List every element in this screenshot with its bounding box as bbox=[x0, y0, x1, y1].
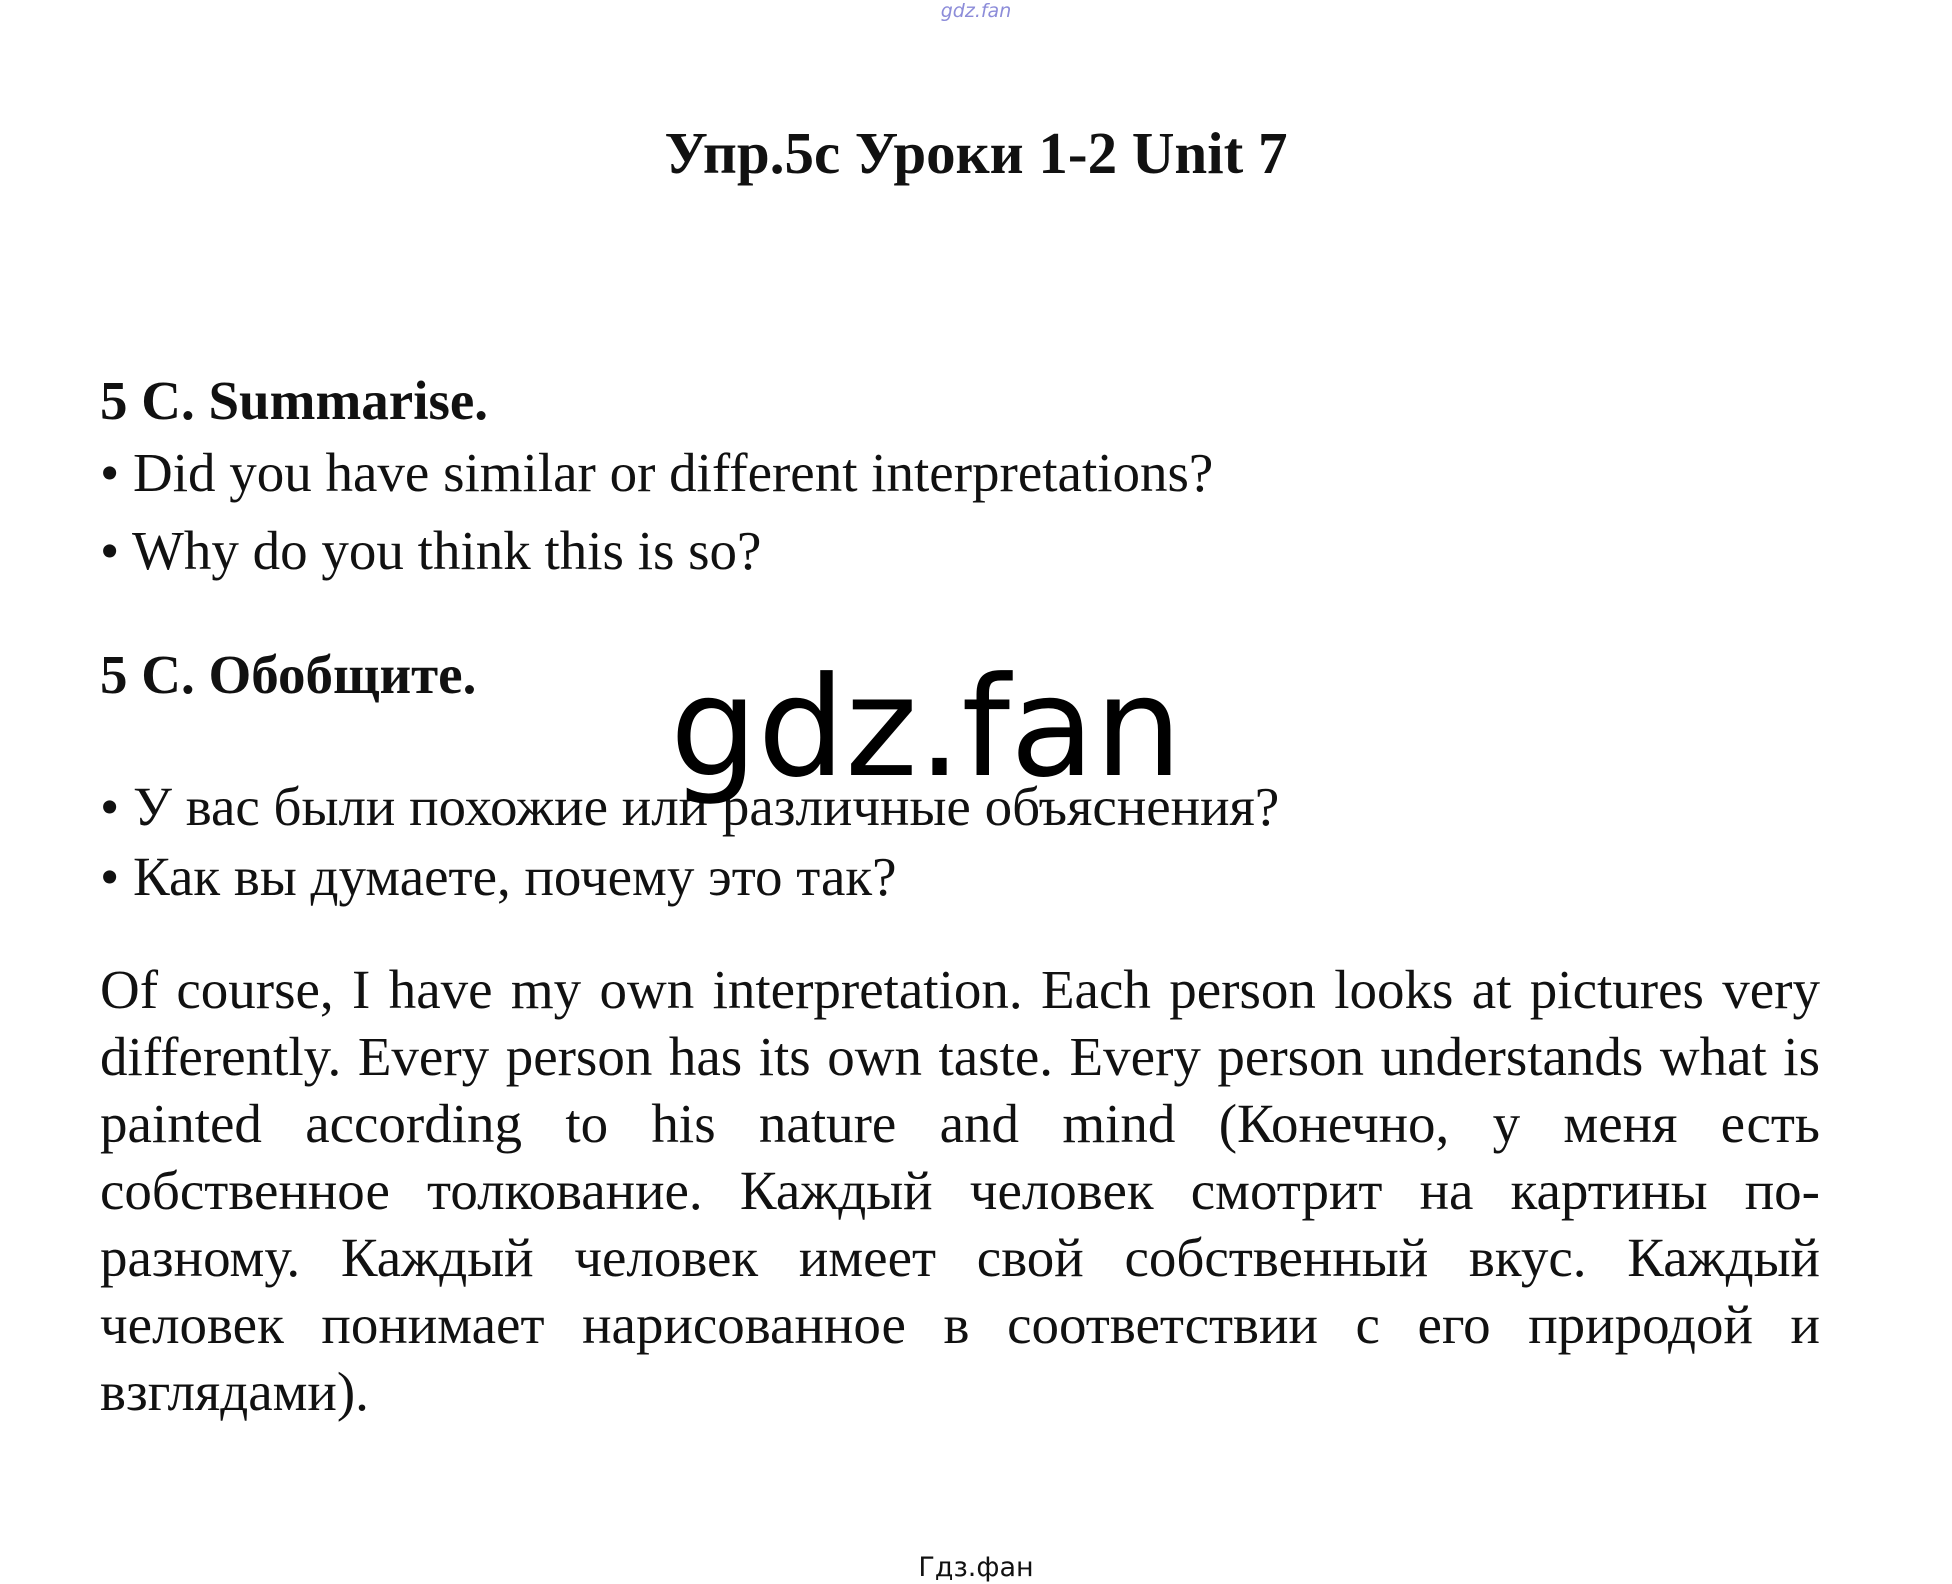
page-title: Упр.5с Уроки 1-2 Unit 7 bbox=[664, 120, 1288, 186]
answer-paragraph: Of course, I have my own interpretation. Each person looks at pictures very differently. Every person has its own taste. Every person understands what is painted according to his nature and mind (Конечно, у меня есть собственное толкование. Каждый человек смотрит на картины по-разному. Каждый человек имеет свой собственный вкус. Каждый человек понимает нарисованное в соответствии с его природой и взглядами). bbox=[100, 959, 1820, 1422]
russian-task-heading: 5 С. Обобщите. bbox=[100, 644, 477, 705]
footer-watermark: Гдз.фан bbox=[918, 1552, 1034, 1583]
english-task bbox=[100, 368, 1820, 584]
english-task-heading: 5 C. Summarise. bbox=[100, 370, 489, 431]
english-bullet-2: • Why do you think this is so? bbox=[100, 520, 762, 581]
center-watermark: gdz.fan bbox=[670, 647, 1183, 808]
russian-bullet-1: • У вас были похожие или различные объяснения? bbox=[100, 776, 1280, 837]
russian-bullet-2: • Как вы думаете, почему это так? bbox=[100, 846, 897, 907]
top-watermark: gdz.fan bbox=[940, 0, 1012, 22]
english-bullet-1: • Did you have similar or different interpretations? bbox=[100, 442, 1214, 503]
